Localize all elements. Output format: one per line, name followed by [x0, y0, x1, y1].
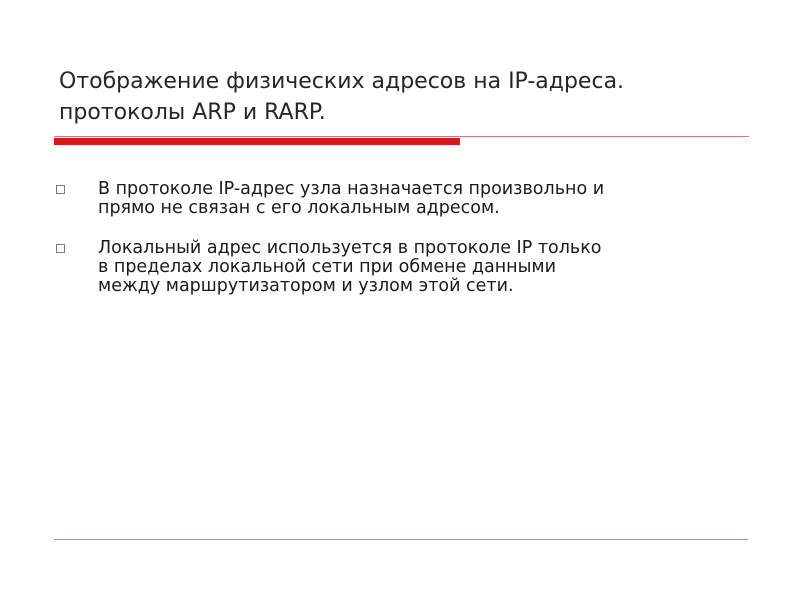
bullet-line: прямо не связан с его локальным адресом.	[98, 198, 500, 218]
bullet-item-2	[55, 239, 755, 296]
title-divider-thin	[54, 136, 749, 137]
title-accent-bar	[54, 138, 460, 145]
bullet-line: в пределах локальной сети при обмене данными	[98, 257, 556, 277]
bullet-line: Локальный адрес используется в протоколе IP только	[98, 238, 602, 258]
bullet-item-1	[55, 180, 755, 218]
bullet-list	[55, 180, 755, 317]
bullet-text	[98, 180, 755, 218]
bullet-line: между маршрутизатором и узлом этой сети.	[98, 276, 514, 296]
slide-title	[59, 66, 759, 128]
footer-divider	[54, 539, 748, 540]
hollow-square-bullet-icon	[56, 244, 65, 253]
bullet-line: В протоколе IP-адрес узла назначается произвольно и	[98, 179, 605, 199]
slide-title-line-1: Отображение физических адресов на IP-адреса.	[59, 69, 625, 94]
slide-title-line-2: протоколы ARP и RARP.	[59, 100, 326, 125]
hollow-square-bullet-icon	[56, 185, 65, 194]
bullet-text	[98, 239, 755, 296]
